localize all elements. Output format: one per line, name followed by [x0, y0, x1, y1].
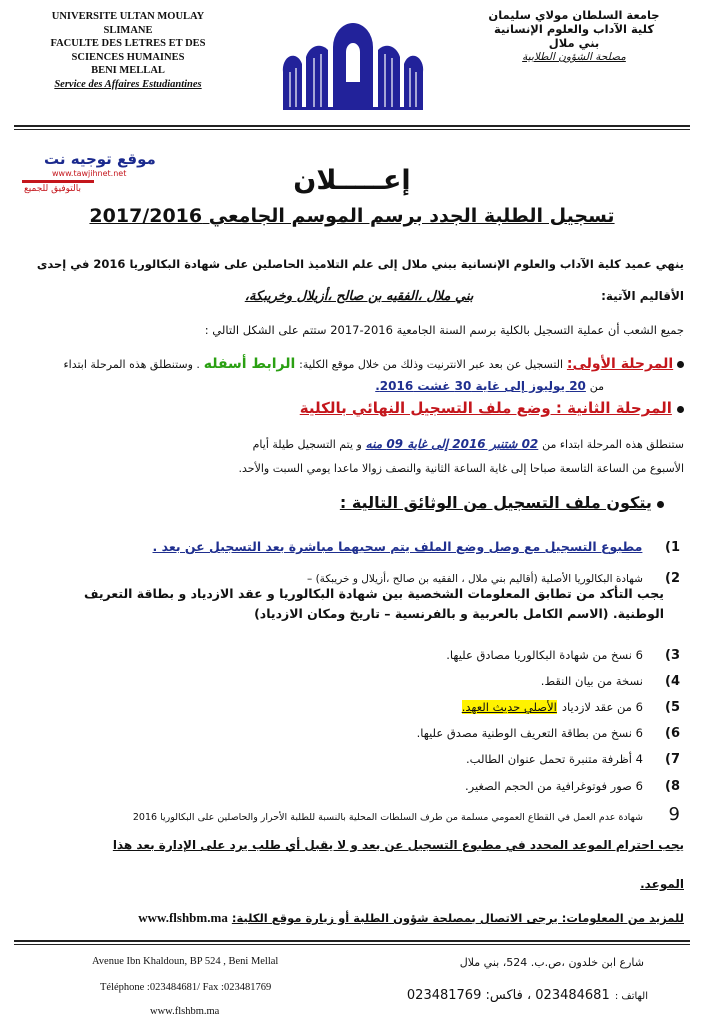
item-2 [20, 567, 680, 586]
city-fr: BENI MELLAL [91, 65, 165, 76]
phase1-label: المرحلة الأولى: [566, 356, 674, 372]
header-rule-thin [14, 129, 690, 130]
page-title: إعـــــلان [293, 165, 411, 196]
city-ar: بني ملال [548, 36, 600, 50]
footer-fr-site[interactable]: www.flshbm.ma [150, 1006, 220, 1017]
footer-rule-thin [14, 944, 690, 945]
header-rule [14, 125, 690, 127]
phase2-line-1 [20, 436, 684, 453]
intro-regions-line [20, 288, 684, 305]
item-7 [120, 748, 680, 767]
phase2-start: ستنطلق هذه المرحلة ابتداء من [542, 438, 684, 451]
item-text: شهادة البكالوريا الأصلية (أقاليم بني ملال ، الفقيه بن صالح ،أزيلال و خريبكة) – [307, 573, 643, 585]
university-name-ar: جامعة السلطان مولاي سليمان [488, 8, 660, 22]
faculty-name-fr-2: SCIENCES HUMAINES [71, 51, 185, 63]
faculty-name-ar: كلية الآداب والعلوم الإنسانية [493, 22, 655, 36]
item-text: نسخة من بيان النقط. [540, 674, 643, 688]
item-5 [120, 696, 680, 715]
footer-ar-phone: 023484681 ، فاكس: 023481769 [406, 988, 610, 1003]
item-1 [120, 536, 680, 555]
regions-label: الأقاليم الآتية: [601, 289, 684, 303]
item-text: 6 صور فوتوغرافية من الحجم الصغير. [464, 779, 643, 793]
phase1-from: من [589, 380, 604, 393]
phase1-link[interactable]: الرابط أسفله [203, 356, 296, 372]
watermark-url: www.tawjihnet.net [52, 169, 127, 178]
page-subtitle: تسجيل الطلبة الجدد برسم الموسم الجامعي 2017/2016 [89, 205, 615, 227]
item-8 [120, 775, 680, 794]
footer-fr-address: Avenue Ibn Khaldoun, BP 524 , Beni Mellal [92, 956, 279, 967]
warning-line-2: الموعد. [640, 877, 684, 891]
phase2-line-2: الأسبوع من الساعة التاسعة صباحا إلى غاية الساعة الثانية والنصف زوالا ماعدا يومي السبت والأحد. [238, 462, 684, 475]
item-number: 8) [665, 779, 680, 794]
item-3 [120, 644, 680, 663]
item-number: 7) [665, 752, 680, 767]
bullet-icon-2 [677, 406, 684, 413]
item-2-note-2: الوطنية. (الاسم الكامل بالعربية و بالفرنسية – تاريخ ومكان الازدياد) [254, 606, 664, 621]
phase1-text2: . وستنطلق هذه المرحلة ابتداء [63, 358, 200, 371]
phase1-text: التسجيل عن بعد عبر الانترنيت وذلك من خلال موقع الكلية: [299, 358, 564, 371]
footer-fr-phone: Téléphone :023484681/ Fax :023481769 [100, 982, 272, 993]
phase1-line [20, 356, 684, 373]
docs-heading [284, 493, 664, 512]
phase2-heading [20, 398, 684, 417]
header-arabic [484, 8, 664, 64]
regions-list: بني ملال ،الفقيه بن صالح ،أزيلال وخريبكة، [244, 289, 474, 304]
phase2-label: المرحلة الثانية : وضع ملف التسجيل النهائي بالكلية [299, 399, 672, 417]
phase1-dates: 20 يوليوز إلى غاية 30 غشت 2016. [375, 379, 586, 393]
contact-line [20, 910, 684, 926]
university-name-fr: UNIVERSITE ULTAN MOULAY SLIMANE [51, 11, 205, 36]
item-number: 1) [665, 540, 680, 555]
item-number: 6) [665, 726, 680, 741]
footer-rule [14, 940, 690, 942]
phase2-tail: و يتم التسجيل طيلة أيام [252, 438, 362, 451]
footer-ar-phone-line [328, 984, 648, 1003]
docs-heading-text: يتكون ملف التسجيل من الوثائق التالية : [339, 493, 652, 512]
intro-line-3: جميع الشعب أن عملية التسجيل بالكلية برسم السنة الجامعية 2016-2017 ستتم على الشكل التالي : [204, 323, 684, 337]
item-text: 6 نسخ من بطاقة التعريف الوطنية مصدق عليها. [416, 726, 643, 740]
item-number: 2) [665, 571, 680, 586]
item-text: شهادة عدم العمل في القطاع العمومي مسلمة من طرف السلطات المحلية بالنسبة للطلبة الأحرار والحاصلين على البكالوريا 2016 [132, 812, 643, 823]
contact-site[interactable]: www.flshbm.ma [138, 910, 228, 925]
phase1-dates-line [204, 378, 604, 395]
phase2-dates: 02 شتنبر 2016 إلى غاية 09 منه [365, 437, 539, 451]
item-number: 5) [665, 700, 680, 715]
faculty-name-fr-1: FACULTE DES LETRES ET DES [50, 38, 206, 49]
item-number: 3) [665, 648, 680, 663]
footer-ar-phone-label: الهاتف : [614, 991, 648, 1002]
watermark-wish: بالتوفيق للجميع [24, 184, 81, 194]
university-logo [278, 12, 428, 112]
item-number: 9 [668, 804, 680, 825]
footer-ar-address: شارع ابن خلدون ،ص.ب. 524، بني ملال [459, 956, 644, 969]
header-french [38, 10, 218, 91]
intro-line-1: ينهي عميد كلية الآداب والعلوم الإنسانية ببني ملال إلى علم التلاميذ الحاصلين على شهادة البكالوريا 2016 في إحدى [36, 257, 684, 271]
item-text: مطبوع التسجيل مع وصل وضع الملف يتم سحبهما مباشرة بعد التسجيل عن بعد . [152, 539, 643, 554]
warning-line-1: يجب احترام الموعد المحدد في مطبوع التسجيل عن بعد و لا يقبل أي طلب يرد على الإدارة بعد هذا [112, 838, 684, 852]
item-number: 4) [665, 674, 680, 689]
item-text: 6 من عقد لازدياد [561, 700, 643, 714]
item-2-note-1: يجب التأكد من تطابق المعلومات الشخصية بين شهادة البكالوريا و عقد الازدياد و بطاقة التعريف [83, 586, 664, 601]
item-text: 4 أظرفة متنبرة تحمل عنوان الطالب. [466, 752, 643, 766]
contact-text: للمزيد من المعلومات: يرجى الاتصال بمصلحة شؤون الطلبة أو زيارة موقع الكلية: [231, 911, 684, 925]
item-text: 6 نسخ من شهادة البكالوريا مصادق عليها. [446, 648, 643, 662]
watermark-name: موقع توجيه نت [44, 150, 156, 168]
item-5-highlight: الأصلي حديث العهد. [461, 700, 557, 714]
service-ar: مصلحة الشؤون الطلابية [522, 51, 626, 63]
service-fr: Service des Affaires Estudiantines [54, 78, 202, 90]
bullet-icon [677, 361, 684, 368]
item-9 [16, 804, 680, 825]
bullet-icon-3 [657, 501, 664, 508]
item-6 [120, 722, 680, 741]
item-4 [120, 670, 680, 689]
